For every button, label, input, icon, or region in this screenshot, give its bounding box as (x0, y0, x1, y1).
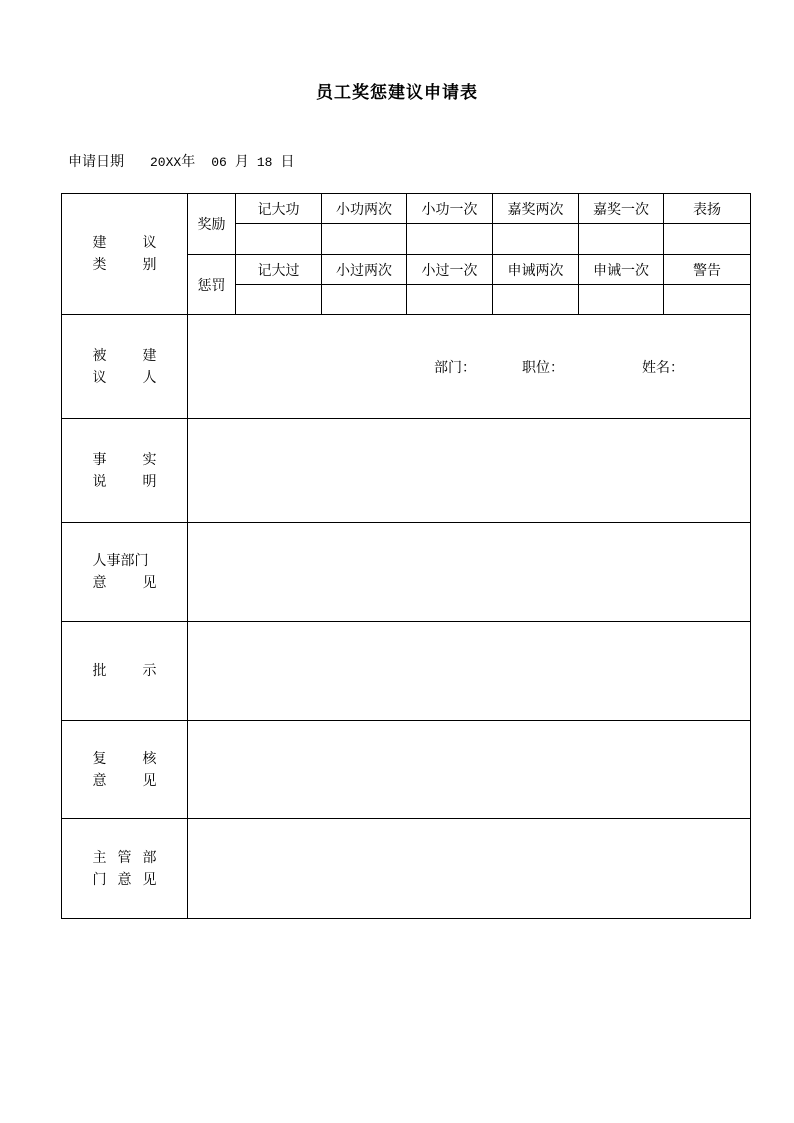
nominee-field[interactable] (188, 315, 751, 419)
penalty-option: 记大过 (236, 255, 322, 285)
reward-penalty-form (61, 193, 751, 919)
date-day[interactable]: 18 (256, 155, 273, 170)
penalty-mark-cell[interactable] (322, 285, 407, 315)
reward-mark-cell[interactable] (493, 224, 579, 255)
hr-opinion-label: 人事部门 意 见 (62, 523, 188, 622)
supervisor-opinion-label: 主 管 部 门 意 见 (62, 819, 188, 919)
reward-option: 嘉奖两次 (493, 194, 579, 224)
review-label: 复 核 意 见 (62, 721, 188, 819)
penalty-label: 惩罚 (188, 255, 236, 315)
date-month-unit: 月 (234, 154, 249, 170)
penalty-mark-cell[interactable] (493, 285, 579, 315)
penalty-mark-cell[interactable] (579, 285, 664, 315)
suggestion-category-label: 建 议 类 别 (62, 194, 188, 315)
reward-option: 记大功 (236, 194, 322, 224)
date-year[interactable]: 20XX (150, 155, 182, 170)
penalty-mark-cell[interactable] (407, 285, 493, 315)
penalty-mark-cell[interactable] (664, 285, 751, 315)
approval-field[interactable] (188, 622, 751, 721)
penalty-mark-cell[interactable] (236, 285, 322, 315)
facts-field[interactable] (188, 419, 751, 523)
reward-mark-cell[interactable] (236, 224, 322, 255)
date-day-unit: 日 (280, 154, 295, 170)
penalty-option: 小过两次 (322, 255, 407, 285)
review-field[interactable] (188, 721, 751, 819)
penalty-option: 申诫两次 (493, 255, 579, 285)
reward-option: 嘉奖一次 (579, 194, 664, 224)
date-year-unit: 年 (181, 154, 196, 170)
reward-option: 小功两次 (322, 194, 407, 224)
penalty-option: 申诫一次 (579, 255, 664, 285)
form-title: 员工奖惩建议申请表 (316, 83, 478, 103)
name-label: 姓名： (642, 359, 684, 376)
facts-label: 事 实 说 明 (62, 419, 188, 523)
date-label: 申请日期 (68, 154, 124, 170)
reward-label: 奖励 (188, 194, 236, 255)
application-date (68, 151, 294, 171)
position-label: 职位： (522, 359, 564, 376)
reward-option: 小功一次 (407, 194, 493, 224)
date-month[interactable]: 06 (211, 155, 227, 170)
reward-mark-cell[interactable] (664, 224, 751, 255)
reward-mark-cell[interactable] (579, 224, 664, 255)
reward-mark-cell[interactable] (407, 224, 493, 255)
approval-label: 批 示 (62, 622, 188, 721)
penalty-option: 警告 (664, 255, 751, 285)
penalty-option: 小过一次 (407, 255, 493, 285)
reward-mark-cell[interactable] (322, 224, 407, 255)
hr-opinion-field[interactable] (188, 523, 751, 622)
reward-option: 表扬 (664, 194, 751, 224)
supervisor-opinion-field[interactable] (188, 819, 751, 919)
department-label: 部门： (434, 359, 476, 376)
nominee-label: 被 建 议 人 (62, 315, 188, 419)
